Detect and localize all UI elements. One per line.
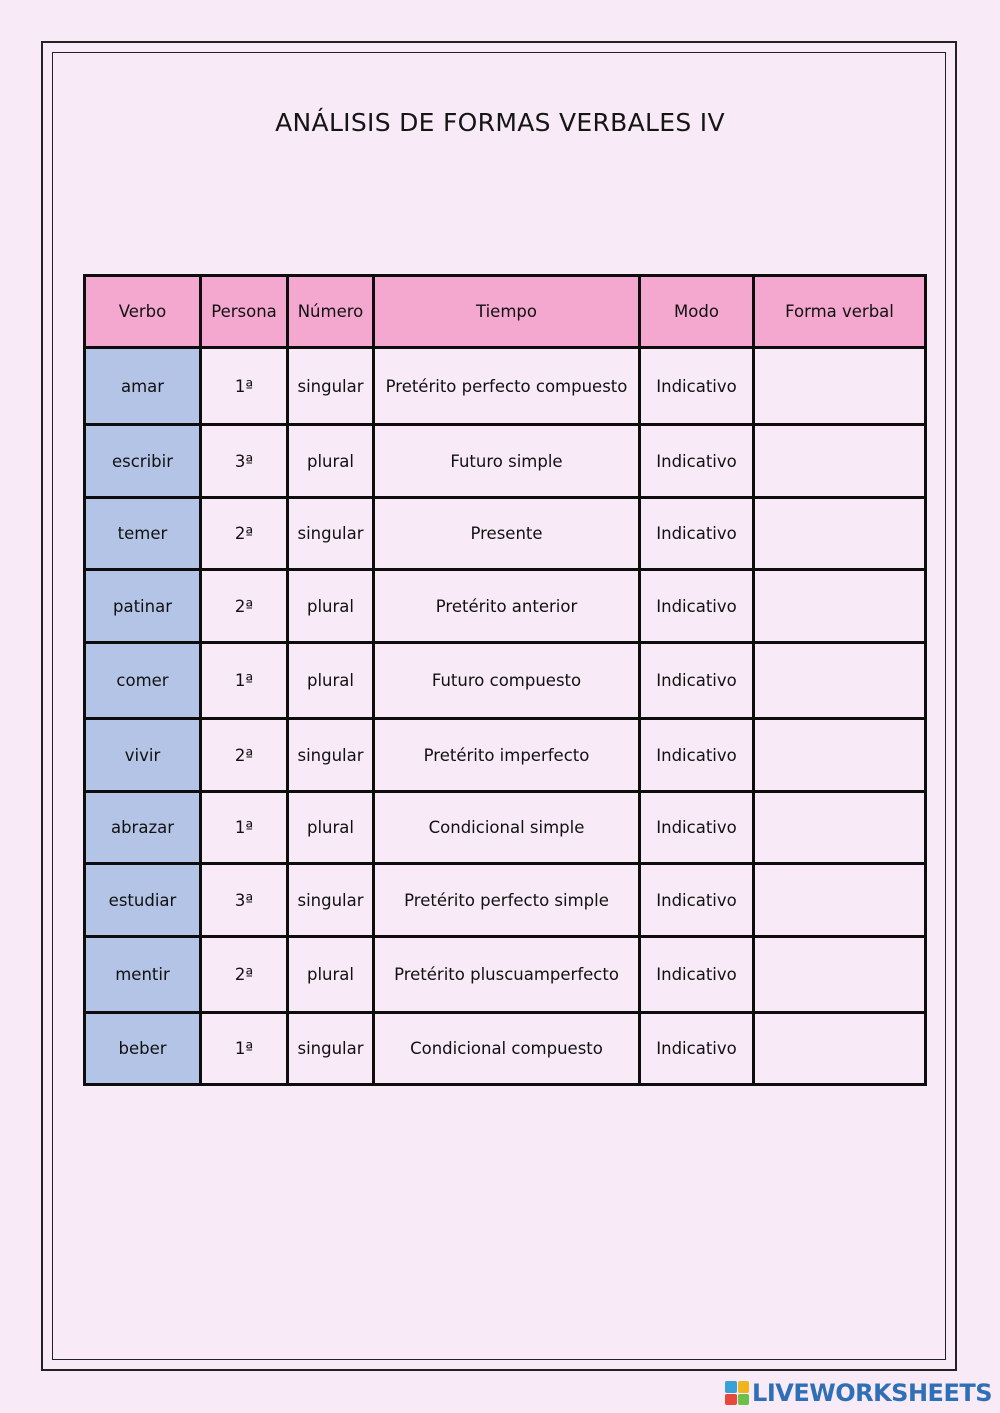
cell-modo: Indicativo	[640, 1013, 754, 1085]
cell-numero: plural	[288, 937, 374, 1013]
table-row	[85, 792, 926, 864]
header-persona: Persona	[201, 276, 288, 348]
cell-persona: 2ª	[201, 937, 288, 1013]
answer-input-forma-verbal[interactable]	[754, 937, 926, 1013]
table-row	[85, 937, 926, 1013]
cell-verbo: vivir	[85, 719, 201, 792]
cell-modo: Indicativo	[640, 719, 754, 792]
answer-input-forma-verbal[interactable]	[754, 643, 926, 719]
table-row	[85, 348, 926, 425]
answer-input-forma-verbal[interactable]	[754, 570, 926, 643]
table-row	[85, 643, 926, 719]
cell-tiempo: Futuro simple	[374, 425, 640, 498]
liveworksheets-logo-icon	[725, 1381, 749, 1405]
cell-modo: Indicativo	[640, 792, 754, 864]
table-row	[85, 864, 926, 937]
cell-persona: 1ª	[201, 643, 288, 719]
cell-persona: 3ª	[201, 864, 288, 937]
answer-input-forma-verbal[interactable]	[754, 425, 926, 498]
cell-verbo: amar	[85, 348, 201, 425]
table-row	[85, 498, 926, 570]
cell-persona: 2ª	[201, 570, 288, 643]
cell-verbo: comer	[85, 643, 201, 719]
cell-verbo: beber	[85, 1013, 201, 1085]
cell-tiempo: Condicional simple	[374, 792, 640, 864]
cell-verbo: mentir	[85, 937, 201, 1013]
cell-persona: 1ª	[201, 1013, 288, 1085]
cell-tiempo: Pretérito anterior	[374, 570, 640, 643]
table-row	[85, 1013, 926, 1085]
header-modo: Modo	[640, 276, 754, 348]
cell-verbo: patinar	[85, 570, 201, 643]
answer-input-forma-verbal[interactable]	[754, 348, 926, 425]
answer-input-forma-verbal[interactable]	[754, 792, 926, 864]
cell-verbo: abrazar	[85, 792, 201, 864]
cell-numero: singular	[288, 864, 374, 937]
cell-numero: singular	[288, 498, 374, 570]
liveworksheets-watermark	[725, 1378, 992, 1408]
cell-numero: plural	[288, 425, 374, 498]
table-row	[85, 719, 926, 792]
cell-persona: 1ª	[201, 348, 288, 425]
header-row	[85, 276, 926, 348]
cell-persona: 2ª	[201, 498, 288, 570]
cell-persona: 1ª	[201, 792, 288, 864]
cell-modo: Indicativo	[640, 643, 754, 719]
table-row	[85, 425, 926, 498]
cell-verbo: estudiar	[85, 864, 201, 937]
cell-modo: Indicativo	[640, 425, 754, 498]
answer-input-forma-verbal[interactable]	[754, 498, 926, 570]
worksheet-title: ANÁLISIS DE FORMAS VERBALES IV	[275, 108, 725, 137]
cell-numero: plural	[288, 792, 374, 864]
cell-tiempo: Presente	[374, 498, 640, 570]
cell-verbo: temer	[85, 498, 201, 570]
cell-persona: 2ª	[201, 719, 288, 792]
cell-tiempo: Pretérito perfecto compuesto	[374, 348, 640, 425]
cell-numero: singular	[288, 348, 374, 425]
verb-analysis-table	[83, 274, 927, 1086]
table-row	[85, 570, 926, 643]
header-forma-verbal: Forma verbal	[754, 276, 926, 348]
cell-modo: Indicativo	[640, 498, 754, 570]
cell-modo: Indicativo	[640, 864, 754, 937]
answer-input-forma-verbal[interactable]	[754, 719, 926, 792]
cell-numero: singular	[288, 1013, 374, 1085]
cell-numero: plural	[288, 570, 374, 643]
cell-verbo: escribir	[85, 425, 201, 498]
cell-tiempo: Pretérito imperfecto	[374, 719, 640, 792]
header-numero: Número	[288, 276, 374, 348]
cell-tiempo: Futuro compuesto	[374, 643, 640, 719]
cell-numero: singular	[288, 719, 374, 792]
cell-tiempo: Pretérito perfecto simple	[374, 864, 640, 937]
answer-input-forma-verbal[interactable]	[754, 864, 926, 937]
cell-modo: Indicativo	[640, 937, 754, 1013]
header-tiempo: Tiempo	[374, 276, 640, 348]
cell-persona: 3ª	[201, 425, 288, 498]
cell-modo: Indicativo	[640, 570, 754, 643]
cell-tiempo: Pretérito pluscuamperfecto	[374, 937, 640, 1013]
answer-input-forma-verbal[interactable]	[754, 1013, 926, 1085]
watermark-text: LIVEWORKSHEETS	[752, 1379, 992, 1407]
cell-numero: plural	[288, 643, 374, 719]
header-verbo: Verbo	[85, 276, 201, 348]
cell-modo: Indicativo	[640, 348, 754, 425]
cell-tiempo: Condicional compuesto	[374, 1013, 640, 1085]
